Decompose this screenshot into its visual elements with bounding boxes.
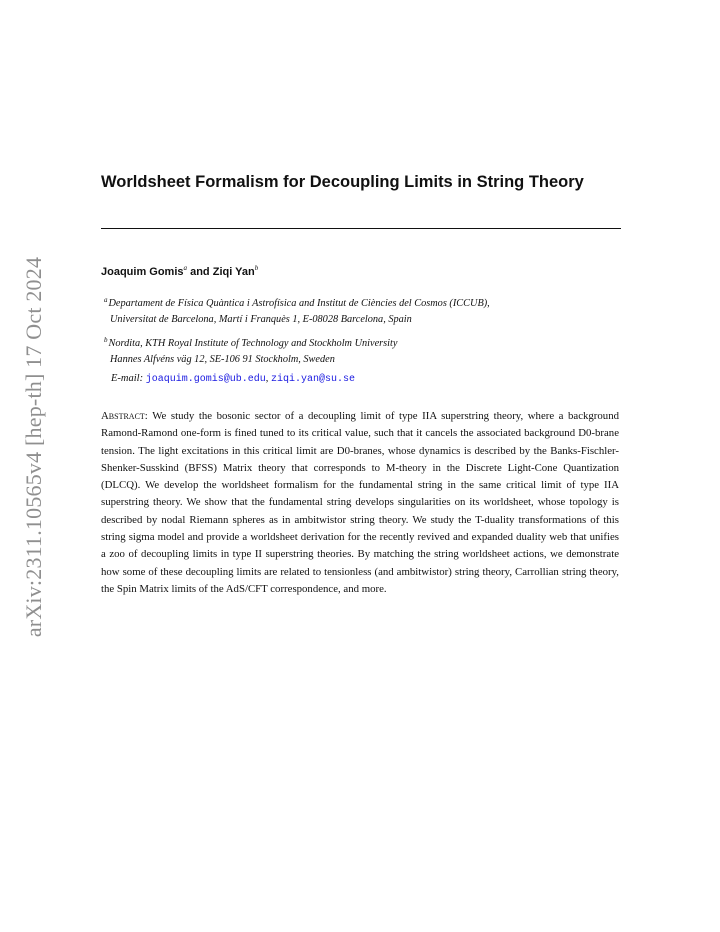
arxiv-identifier [20,254,48,639]
affiliation-line: Nordita, KTH Royal Institute of Technology and Stockholm University [108,338,398,349]
title-divider [101,228,621,229]
author-list [101,264,258,278]
affiliation-line: Hannes Alfvéns väg 12, SE-106 91 Stockholm, Sweden [110,353,335,365]
abstract [101,408,619,598]
abstract-heading: Abstract: [101,410,148,422]
affiliation-marker: b [104,336,108,344]
author-joiner: and [190,266,210,278]
email-label: E-mail: [111,373,144,384]
paper-title: Worldsheet Formalism for Decoupling Limits in String Theory [101,173,584,191]
affiliation-line: Departament de Física Quàntica i Astrofísica and Institut de Ciències del Cosmos (ICCUB), [108,298,490,309]
email-link[interactable]: joaquim.gomis@ub.edu [145,374,266,385]
affiliation-marker: a [183,264,188,272]
affiliation-marker: a [104,296,108,304]
affiliation-line: Universitat de Barcelona, Martí i Franquès 1, E-08028 Barcelona, Spain [110,313,412,325]
email-link[interactable]: ziqi.yan@su.se [270,374,355,385]
contact-emails: E-mail: joaquim.gomis@ub.edu, ziqi.yan@su.se [111,373,355,385]
abstract-text: We study the bosonic sector of a decoupling limit of type IIA superstring theory, where a background Ramond-Ramond one-form is fined tuned to its critical value, such that it cancels the associated background D0-brane tension. The light excitations in this critical limit are D0-branes, whose dynamics is described by the Banks-Fischler-Shenker-Susskind (BFSS) Matrix theory that corresponds to M-theory in the Discrete Light-Cone Quantization (DLCQ). We develop the worldsheet formalism for the fundamental string in the same critical limit of type IIA superstring theory. We show that the fundamental string develops singularities on its worldsheet, whose topology is described by nodal Riemann spheres as in ambitwistor string theory. We study the T-duality transformations of this string sigma model and provide a worldsheet derivation for the recently revived and expanded duality web that unifies a zoo of decoupling limits in type II superstring theories. By matching the string worldsheet actions, we demonstrate how some of these decoupling limits are related to tensionless (and ambitwistor) string theory, Carrollian string theory, the Spin Matrix limits of the AdS/CFT correspondence, and more. [101,410,619,595]
affiliation-b [104,333,397,367]
arxiv-identifier-text: arXiv:2311.10565v4 [hep-th] 17 Oct 2024 [21,256,46,637]
affiliation-a [104,293,490,327]
affiliation-marker: b [254,264,259,272]
author-name: Joaquim Gomis [101,266,184,278]
author-name: Ziqi Yan [212,266,255,278]
